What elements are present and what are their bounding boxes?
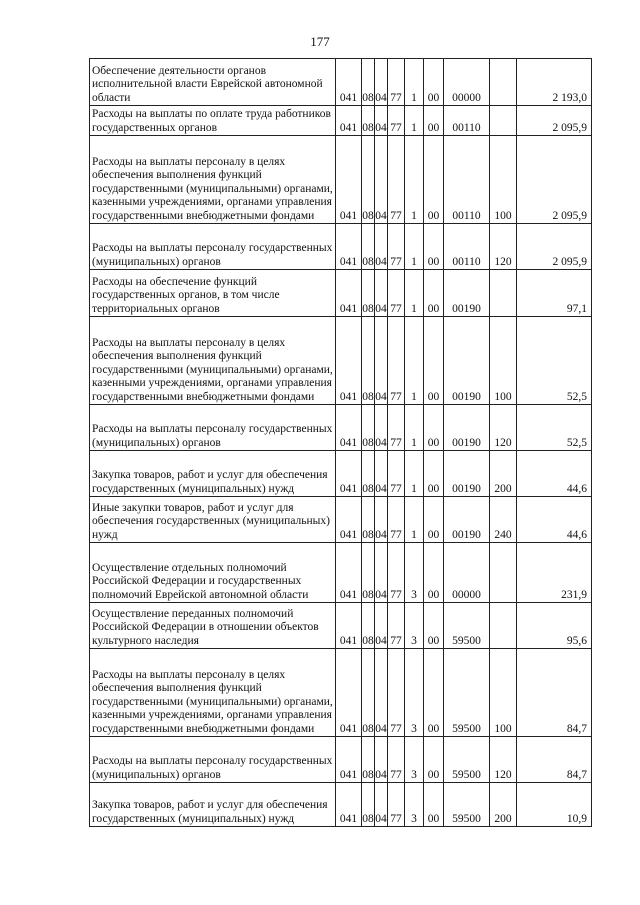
direction-code-cell: 00000 <box>444 59 490 106</box>
subsection-code-cell: 04 <box>375 783 388 827</box>
ministry-code-cell: 041 <box>336 106 362 136</box>
ministry-code-cell: 041 <box>336 649 362 737</box>
row-name-cell: Расходы на выплаты по оплате труда работников государственных органов <box>90 106 336 136</box>
table-row <box>90 270 592 317</box>
subprogram-code-cell: 1 <box>405 451 424 497</box>
expense-type-cell <box>490 106 517 136</box>
section-code-cell: 08 <box>362 106 375 136</box>
section-code-cell: 08 <box>362 405 375 451</box>
program-code-cell: 77 <box>388 497 405 543</box>
main-event-code-cell: 00 <box>424 59 444 106</box>
amount-cell: 44,6 <box>517 451 592 497</box>
main-event-code-cell: 00 <box>424 603 444 649</box>
program-code-cell: 77 <box>388 136 405 224</box>
ministry-code-cell: 041 <box>336 737 362 783</box>
ministry-code-cell: 041 <box>336 603 362 649</box>
main-event-code-cell: 00 <box>424 497 444 543</box>
subsection-code-cell: 04 <box>375 59 388 106</box>
table-row <box>90 737 592 783</box>
section-code-cell: 08 <box>362 783 375 827</box>
expense-type-cell <box>490 603 517 649</box>
subprogram-code-cell: 1 <box>405 136 424 224</box>
expense-type-cell <box>490 270 517 317</box>
direction-code-cell: 59500 <box>444 603 490 649</box>
row-name-cell: Закупка товаров, работ и услуг для обеспечения государственных (муниципальных) нужд <box>90 451 336 497</box>
table-row <box>90 451 592 497</box>
amount-cell: 2 095,9 <box>517 136 592 224</box>
main-event-code-cell: 00 <box>424 405 444 451</box>
subsection-code-cell: 04 <box>375 737 388 783</box>
table-row <box>90 59 592 106</box>
subsection-code-cell: 04 <box>375 224 388 270</box>
expense-type-cell <box>490 543 517 603</box>
section-code-cell: 08 <box>362 451 375 497</box>
row-name-cell: Иные закупки товаров, работ и услуг для обеспечения государственных (муниципальных) нужд <box>90 497 336 543</box>
expense-type-cell: 100 <box>490 317 517 405</box>
program-code-cell: 77 <box>388 649 405 737</box>
expense-type-cell: 240 <box>490 497 517 543</box>
amount-cell: 84,7 <box>517 649 592 737</box>
subsection-code-cell: 04 <box>375 543 388 603</box>
section-code-cell: 08 <box>362 136 375 224</box>
expense-type-cell: 100 <box>490 649 517 737</box>
ministry-code-cell: 041 <box>336 270 362 317</box>
row-name-cell: Осуществление переданных полномочий Российской Федерации в отношении объектов культурного наследия <box>90 603 336 649</box>
section-code-cell: 08 <box>362 543 375 603</box>
row-name-cell: Расходы на обеспечение функций государственных органов, в том числе территориальных органов <box>90 270 336 317</box>
direction-code-cell: 59500 <box>444 649 490 737</box>
subsection-code-cell: 04 <box>375 451 388 497</box>
main-event-code-cell: 00 <box>424 224 444 270</box>
direction-code-cell: 00190 <box>444 497 490 543</box>
program-code-cell: 77 <box>388 603 405 649</box>
ministry-code-cell: 041 <box>336 497 362 543</box>
section-code-cell: 08 <box>362 59 375 106</box>
amount-cell: 2 193,0 <box>517 59 592 106</box>
subsection-code-cell: 04 <box>375 317 388 405</box>
expense-type-cell: 120 <box>490 405 517 451</box>
budget-table-body <box>90 59 592 827</box>
amount-cell: 2 095,9 <box>517 224 592 270</box>
ministry-code-cell: 041 <box>336 59 362 106</box>
main-event-code-cell: 00 <box>424 543 444 603</box>
main-event-code-cell: 00 <box>424 783 444 827</box>
program-code-cell: 77 <box>388 405 405 451</box>
direction-code-cell: 00110 <box>444 106 490 136</box>
subprogram-code-cell: 1 <box>405 224 424 270</box>
main-event-code-cell: 00 <box>424 451 444 497</box>
direction-code-cell: 00000 <box>444 543 490 603</box>
amount-cell: 2 095,9 <box>517 106 592 136</box>
subprogram-code-cell: 1 <box>405 270 424 317</box>
subsection-code-cell: 04 <box>375 497 388 543</box>
amount-cell: 10,9 <box>517 783 592 827</box>
ministry-code-cell: 041 <box>336 543 362 603</box>
table-row <box>90 136 592 224</box>
table-row <box>90 543 592 603</box>
ministry-code-cell: 041 <box>336 224 362 270</box>
subprogram-code-cell: 1 <box>405 106 424 136</box>
expense-type-cell: 200 <box>490 451 517 497</box>
amount-cell: 44,6 <box>517 497 592 543</box>
direction-code-cell: 00190 <box>444 270 490 317</box>
subprogram-code-cell: 1 <box>405 59 424 106</box>
table-row <box>90 224 592 270</box>
subsection-code-cell: 04 <box>375 603 388 649</box>
amount-cell: 52,5 <box>517 317 592 405</box>
expense-type-cell: 100 <box>490 136 517 224</box>
direction-code-cell: 59500 <box>444 783 490 827</box>
section-code-cell: 08 <box>362 317 375 405</box>
subsection-code-cell: 04 <box>375 649 388 737</box>
row-name-cell: Расходы на выплаты персоналу в целях обеспечения выполнения функций государственными (муниципальными) органами, казенными учреждениями, органами управления государственными внебюджетными фондами <box>90 317 336 405</box>
program-code-cell: 77 <box>388 270 405 317</box>
section-code-cell: 08 <box>362 497 375 543</box>
ministry-code-cell: 041 <box>336 451 362 497</box>
table-row <box>90 405 592 451</box>
section-code-cell: 08 <box>362 649 375 737</box>
subsection-code-cell: 04 <box>375 136 388 224</box>
direction-code-cell: 00190 <box>444 317 490 405</box>
subprogram-code-cell: 1 <box>405 497 424 543</box>
table-row <box>90 783 592 827</box>
program-code-cell: 77 <box>388 59 405 106</box>
program-code-cell: 77 <box>388 451 405 497</box>
subprogram-code-cell: 3 <box>405 737 424 783</box>
subprogram-code-cell: 1 <box>405 405 424 451</box>
program-code-cell: 77 <box>388 737 405 783</box>
ministry-code-cell: 041 <box>336 317 362 405</box>
section-code-cell: 08 <box>362 224 375 270</box>
row-name-cell: Обеспечение деятельности органов исполнительной власти Еврейской автономной области <box>90 59 336 106</box>
direction-code-cell: 59500 <box>444 737 490 783</box>
subsection-code-cell: 04 <box>375 405 388 451</box>
subsection-code-cell: 04 <box>375 270 388 317</box>
expense-type-cell: 120 <box>490 224 517 270</box>
subprogram-code-cell: 3 <box>405 543 424 603</box>
main-event-code-cell: 00 <box>424 317 444 405</box>
section-code-cell: 08 <box>362 737 375 783</box>
amount-cell: 84,7 <box>517 737 592 783</box>
ministry-code-cell: 041 <box>336 136 362 224</box>
section-code-cell: 08 <box>362 603 375 649</box>
expense-type-cell: 200 <box>490 783 517 827</box>
main-event-code-cell: 00 <box>424 649 444 737</box>
row-name-cell: Расходы на выплаты персоналу государственных (муниципальных) органов <box>90 224 336 270</box>
direction-code-cell: 00110 <box>444 136 490 224</box>
expense-type-cell: 120 <box>490 737 517 783</box>
table-row <box>90 317 592 405</box>
program-code-cell: 77 <box>388 106 405 136</box>
main-event-code-cell: 00 <box>424 106 444 136</box>
row-name-cell: Расходы на выплаты персоналу государственных (муниципальных) органов <box>90 737 336 783</box>
expense-type-cell <box>490 59 517 106</box>
table-row <box>90 603 592 649</box>
program-code-cell: 77 <box>388 783 405 827</box>
table-row <box>90 497 592 543</box>
program-code-cell: 77 <box>388 317 405 405</box>
direction-code-cell: 00190 <box>444 405 490 451</box>
row-name-cell: Расходы на выплаты персоналу в целях обеспечения выполнения функций государственными (муниципальными) органами, казенными учреждениями, органами управления государственными внебюджетными фондами <box>90 649 336 737</box>
direction-code-cell: 00190 <box>444 451 490 497</box>
table-row <box>90 649 592 737</box>
row-name-cell: Расходы на выплаты персоналу государственных (муниципальных) органов <box>90 405 336 451</box>
ministry-code-cell: 041 <box>336 783 362 827</box>
program-code-cell: 77 <box>388 224 405 270</box>
row-name-cell: Закупка товаров, работ и услуг для обеспечения государственных (муниципальных) нужд <box>90 783 336 827</box>
subprogram-code-cell: 1 <box>405 317 424 405</box>
amount-cell: 95,6 <box>517 603 592 649</box>
subprogram-code-cell: 3 <box>405 603 424 649</box>
row-name-cell: Осуществление отдельных полномочий Российской Федерации и государственных полномочий Еврейской автономной области <box>90 543 336 603</box>
section-code-cell: 08 <box>362 270 375 317</box>
page-number: 177 <box>310 34 330 49</box>
amount-cell: 52,5 <box>517 405 592 451</box>
subprogram-code-cell: 3 <box>405 649 424 737</box>
ministry-code-cell: 041 <box>336 405 362 451</box>
amount-cell: 97,1 <box>517 270 592 317</box>
subprogram-code-cell: 3 <box>405 783 424 827</box>
direction-code-cell: 00110 <box>444 224 490 270</box>
amount-cell: 231,9 <box>517 543 592 603</box>
subsection-code-cell: 04 <box>375 106 388 136</box>
program-code-cell: 77 <box>388 543 405 603</box>
budget-table <box>89 58 592 827</box>
main-event-code-cell: 00 <box>424 136 444 224</box>
main-event-code-cell: 00 <box>424 270 444 317</box>
table-row <box>90 106 592 136</box>
row-name-cell: Расходы на выплаты персоналу в целях обеспечения выполнения функций государственными (муниципальными) органами, казенными учреждениями, органами управления государственными внебюджетными фондами <box>90 136 336 224</box>
main-event-code-cell: 00 <box>424 737 444 783</box>
